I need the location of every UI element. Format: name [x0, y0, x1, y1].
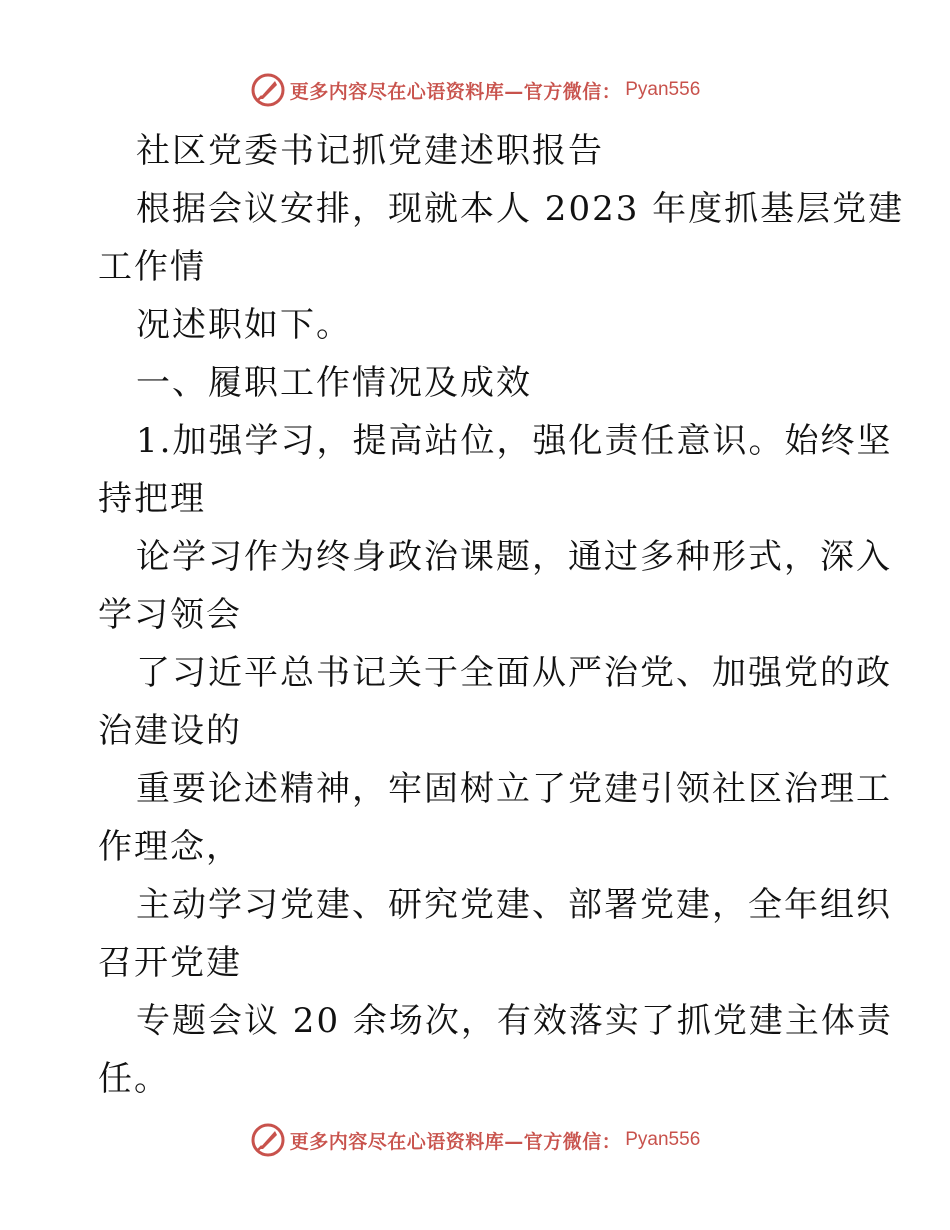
paragraph-line: 了习近平总书记关于全面从严治党、加强党的政 [136, 653, 892, 693]
watermark-text: 更多内容尽在心语资料库—官方微信： [289, 1130, 622, 1153]
paragraph-line: 工作情 [98, 247, 206, 287]
watermark-wechat-id: Pyan556 [625, 79, 701, 100]
quill-logo-icon [250, 72, 286, 108]
paragraph-line: 重要论述精神，牢固树立了党建引领社区治理工 [136, 769, 892, 809]
document-body [98, 122, 905, 1108]
paragraph-line: 持把理 [98, 479, 206, 519]
paragraph-line: 作理念， [98, 827, 242, 867]
paragraph-line: 学习领会 [98, 595, 242, 635]
quill-logo-icon [250, 1122, 286, 1158]
paragraph-line: 召开党建 [98, 943, 242, 983]
section-heading: 一、履职工作情况及成效 [136, 363, 532, 403]
paragraph-line: 专题会议 20 余场次，有效落实了抓党建主体责 [136, 1001, 893, 1041]
document-title: 社区党委书记抓党建述职报告 [136, 131, 604, 171]
header-watermark [0, 70, 950, 110]
paragraph-line: 论学习作为终身政治课题，通过多种形式，深入 [136, 537, 892, 577]
paragraph-line: 况述职如下。 [136, 305, 352, 345]
paragraph-line: 根据会议安排，现就本人 2023 年度抓基层党建 [136, 189, 905, 229]
watermark-text: 更多内容尽在心语资料库—官方微信： [289, 80, 622, 103]
paragraph-line: 任。 [98, 1059, 170, 1099]
footer-watermark [0, 1120, 950, 1160]
watermark-wechat-id: Pyan556 [625, 1129, 701, 1150]
paragraph-line: 1.加强学习，提高站位，强化责任意识。始终坚 [136, 421, 893, 461]
paragraph-line: 治建设的 [98, 711, 242, 751]
paragraph-line: 主动学习党建、研究党建、部署党建，全年组织 [136, 885, 892, 925]
